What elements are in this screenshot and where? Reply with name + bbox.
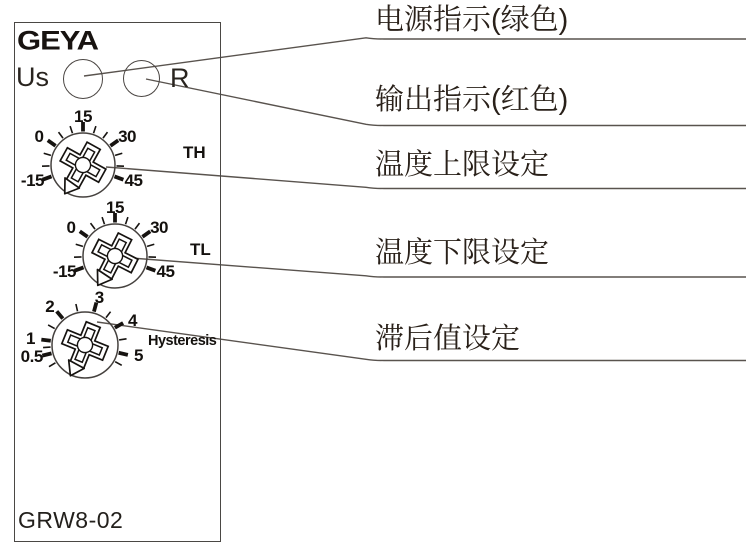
callout-output-indicator: 输出指示(红色) — [375, 84, 569, 116]
supply-voltage-label: Us — [16, 62, 49, 92]
callout-temp-lower-limit: 温度下限设定 — [375, 237, 550, 269]
brand-logo: GEYA — [17, 25, 99, 56]
hysteresis-dial-scale-5: 5 — [133, 346, 143, 366]
device-panel-outline — [14, 22, 221, 542]
callout-power-indicator: 电源指示(绿色) — [375, 4, 569, 36]
dial-label-tl: TL — [190, 240, 211, 259]
output-led — [123, 60, 160, 97]
relay-output-label: R — [170, 63, 190, 93]
temp-lower-dial-scale-45: 45 — [156, 262, 175, 282]
temp-lower-dial-scale-15: 15 — [106, 198, 124, 217]
temp-lower-dial-scale--15: -15 — [52, 262, 77, 282]
dial-label-th: TH — [183, 143, 206, 162]
callout-temp-upper-limit: 温度上限设定 — [375, 149, 550, 181]
hysteresis-dial-scale-3: 3 — [94, 287, 104, 307]
hysteresis-dial-scale-1: 1 — [26, 329, 35, 349]
hysteresis-dial-scale-0.5: 0.5 — [20, 346, 43, 366]
temp-upper-dial-scale-30: 30 — [118, 127, 136, 147]
hysteresis-dial-scale-2: 2 — [45, 297, 55, 317]
temp-upper-dial-scale--15: -15 — [20, 171, 45, 191]
temp-lower-dial-scale-30: 30 — [150, 218, 168, 238]
hysteresis-dial-scale-4: 4 — [128, 310, 137, 330]
temp-upper-dial-scale-15: 15 — [74, 107, 92, 126]
model-number: GRW8-02 — [18, 507, 124, 533]
temp-lower-dial-scale-0: 0 — [66, 218, 76, 238]
power-led — [63, 59, 103, 99]
temp-upper-dial-scale-45: 45 — [124, 171, 143, 191]
dial-label-hysteresis: Hysteresis — [148, 333, 217, 349]
callout-hysteresis-setting: 滞后值设定 — [375, 323, 521, 355]
temp-upper-dial-scale-0: 0 — [34, 127, 44, 147]
